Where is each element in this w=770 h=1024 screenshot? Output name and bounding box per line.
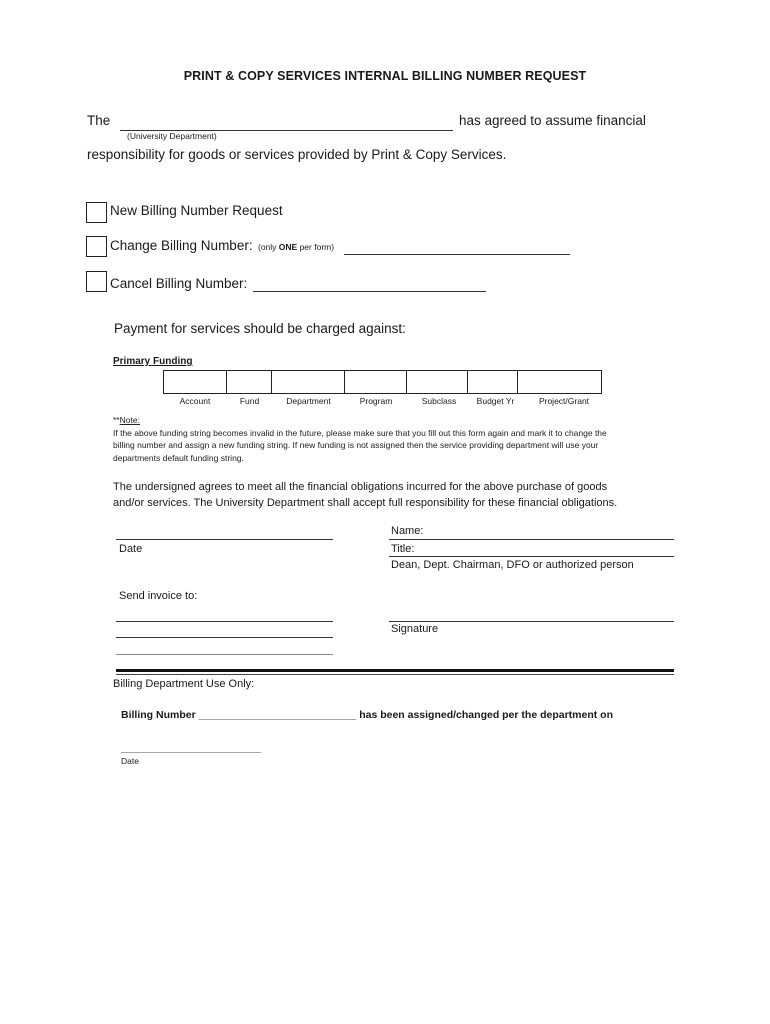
subclass-cell[interactable] [407,371,468,394]
billing-number-line: Billing Number ___________________________ has been assigned/changed per the department on [121,709,613,721]
budget-yr-cell[interactable] [468,371,518,394]
signature-field[interactable] [389,606,674,622]
change-billing-field[interactable] [344,238,570,255]
billing-date-field[interactable]: ________________________ [121,742,262,754]
payment-heading: Payment for services should be charged against: [114,321,406,336]
department-field[interactable] [120,113,453,131]
primary-funding-heading: Primary Funding [113,356,193,367]
form-title: PRINT & COPY SERVICES INTERNAL BILLING NUMBER REQUEST [183,69,587,83]
signature-label: Signature [391,623,439,635]
send-invoice-label: Send invoice to: [119,590,198,602]
funding-note: **Note: If the above funding string becomes invalid in the future, please make sure that you fill out this form again and mark it to change the billing number and assign a new funding string. If new funding is not assigned then the service providing department will use your departments default funding string. [113,415,607,463]
column-header: Project/Grant [538,396,590,406]
cancel-billing-checkbox[interactable] [86,271,107,292]
column-header: Program [359,396,393,406]
funding-table [163,370,602,394]
intro-line2: responsibility for goods or services provided by Print & Copy Services. [87,147,507,162]
change-billing-checkbox[interactable] [86,236,107,257]
change-billing-label: Change Billing Number: [110,238,253,253]
invoice-line-2[interactable] [116,622,333,638]
title-field[interactable] [389,541,674,557]
program-cell[interactable] [345,371,407,394]
billing-number-field[interactable]: ___________________________ [198,709,357,721]
name-label: Name: [391,525,424,537]
invoice-line-3[interactable] [116,639,333,655]
name-field[interactable] [389,524,674,540]
billing-date-label: Date [121,756,139,766]
column-header: Budget Yr [476,396,515,406]
date-field[interactable] [116,524,333,540]
section-divider [116,669,674,672]
intro-agreed-text: has agreed to assume financial [459,113,646,128]
account-cell[interactable] [164,371,227,394]
new-billing-label: New Billing Number Request [110,203,283,218]
cancel-billing-field[interactable] [253,275,486,292]
column-header: Fund [239,396,260,406]
billing-dept-heading: Billing Department Use Only: [113,678,255,690]
title-label: Title: [391,543,415,555]
new-billing-checkbox[interactable] [86,202,107,223]
cancel-billing-label: Cancel Billing Number: [110,276,248,291]
section-divider-thin [116,674,674,675]
fund-cell[interactable] [227,371,272,394]
column-header: Department [286,396,331,406]
date-label: Date [119,543,143,555]
invoice-line-1[interactable] [116,606,333,622]
obligation-text: The undersigned agrees to meet all the financial obligations incurred for the above purchase of goods and/or services. The University Department shall accept full responsibility for these financial obligations. [113,481,618,509]
project-grant-cell[interactable] [518,371,602,394]
column-header: Subclass [421,396,457,406]
intro-the: The [87,113,111,128]
department-cell[interactable] [272,371,345,394]
authority-label: Dean, Dept. Chairman, DFO or authorized person [391,559,634,571]
change-billing-note: (only ONE per form) [258,242,335,252]
department-caption: (University Department) [127,131,217,141]
column-header: Account [179,396,211,406]
